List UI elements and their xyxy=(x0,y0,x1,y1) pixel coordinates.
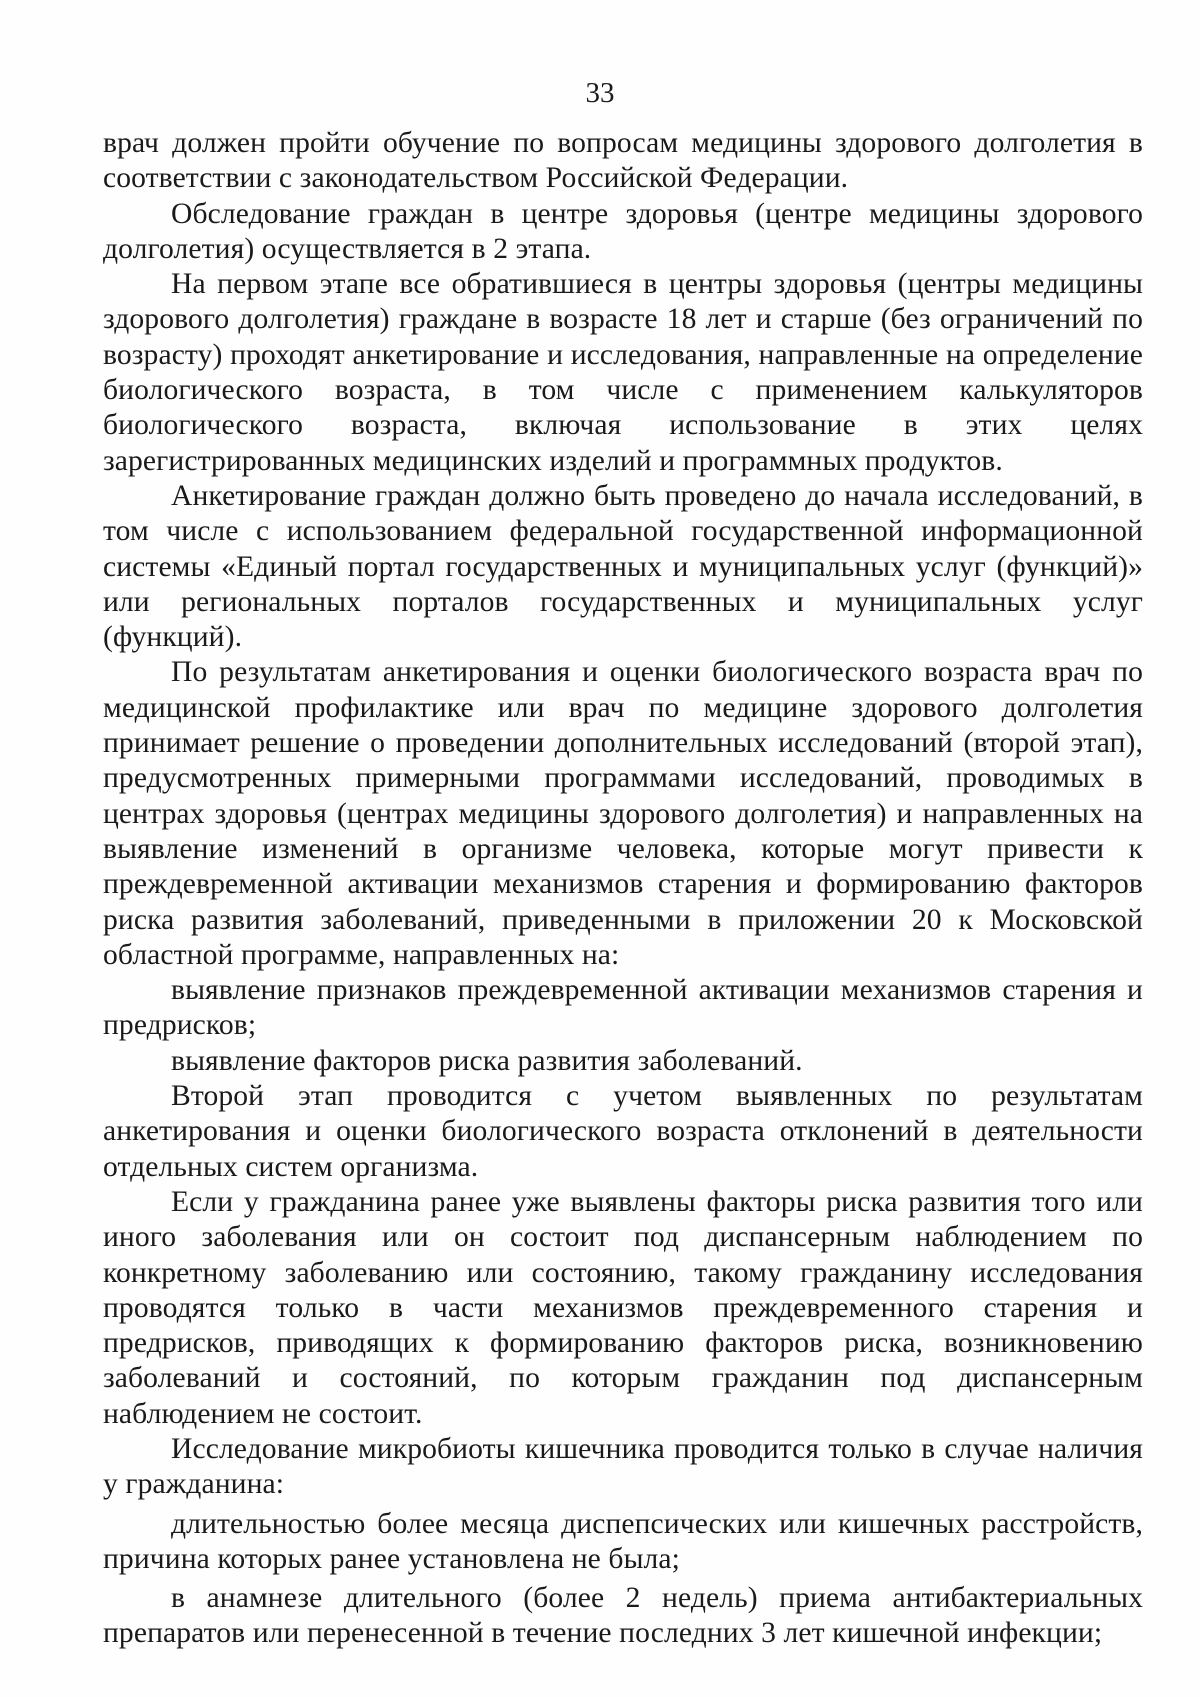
document-body xyxy=(103,126,1143,1652)
paragraph-8: Исследование микробиоты кишечника проводится только в случае наличия у гражданина: xyxy=(103,1432,1143,1501)
paragraph-2: Обследование граждан в центре здоровья (центре медицины здорового долголетия) осуществляется в 2 этапа. xyxy=(103,197,1143,265)
page-number: 33 xyxy=(585,77,615,109)
list-item-antibiotics: в анамнезе длительного (более 2 недель) приема антибактериальных препаратов или перенесенной в течение последних 3 лет кишечной инфекции; xyxy=(103,1582,1143,1650)
paragraph-7: Если у гражданина ранее уже выявлены факторы риска развития того или иного заболевания или он состоит под диспансерным наблюдением по конкретному заболеванию или состоянию, такому гражданину исследования проводятся только в части механизмов преждевременного старения и предрисков, приводящих к формированию факторов риска, возникновению заболеваний и состояний, по которым гражданин под диспансерным наблюдением не состоит. xyxy=(103,1185,1143,1430)
list-item-risk-factors: выявление факторов риска развития заболеваний. xyxy=(171,1044,803,1077)
list-item-signs: выявление признаков преждевременной активации механизмов старения и предрисков; xyxy=(103,974,1143,1042)
list-item-dyspepsia: длительностью более месяца диспепсических или кишечных расстройств, причина которых ранее установлена не была; xyxy=(103,1507,1143,1575)
paragraph-5: По результатам анкетирования и оценки биологического возраста врач по медицинской профилактике или врач по медицине здорового долголетия принимает решение о проведении дополнительных исследований (второй этап), предусмотренных примерными программами исследований, проводимых в центрах здоровья (центрах медицины здорового долголетия) и направленных на выявление изменений в организме человека, которые могут привести к преждевременной активации механизмов старения и формированию факторов риска развития заболеваний, приведенными в приложении 20 к Московской областной программе, направленных на: xyxy=(103,656,1143,971)
paragraph-3: На первом этапе все обратившиеся в центры здоровья (центры медицины здорового долголетия) граждане в возрасте 18 лет и старше (без ограничений по возрасту) проходят анкетирование и исследования, направленные на определение биологического возраста, в том числе с применением калькуляторов биологического возраста, включая использование в этих целях зарегистрированных медицинских изделий и программных продуктов. xyxy=(103,268,1143,477)
paragraph-1: врач должен пройти обучение по вопросам медицины здорового долголетия в соответствии с законодательством Российской Федерации. xyxy=(103,127,1143,195)
paragraph-6: Второй этап проводится с учетом выявленных по результатам анкетирования и оценки биологического возраста отклонений в деятельности отдельных систем организма. xyxy=(103,1080,1143,1183)
paragraph-4: Анкетирование граждан должно быть проведено до начала исследований, в том числе с использованием федеральной государственной информационной системы «Единый портал государственных и муниципальных услуг (функций)» или региональных порталов государственных и муниципальных услуг (функций). xyxy=(103,479,1143,654)
